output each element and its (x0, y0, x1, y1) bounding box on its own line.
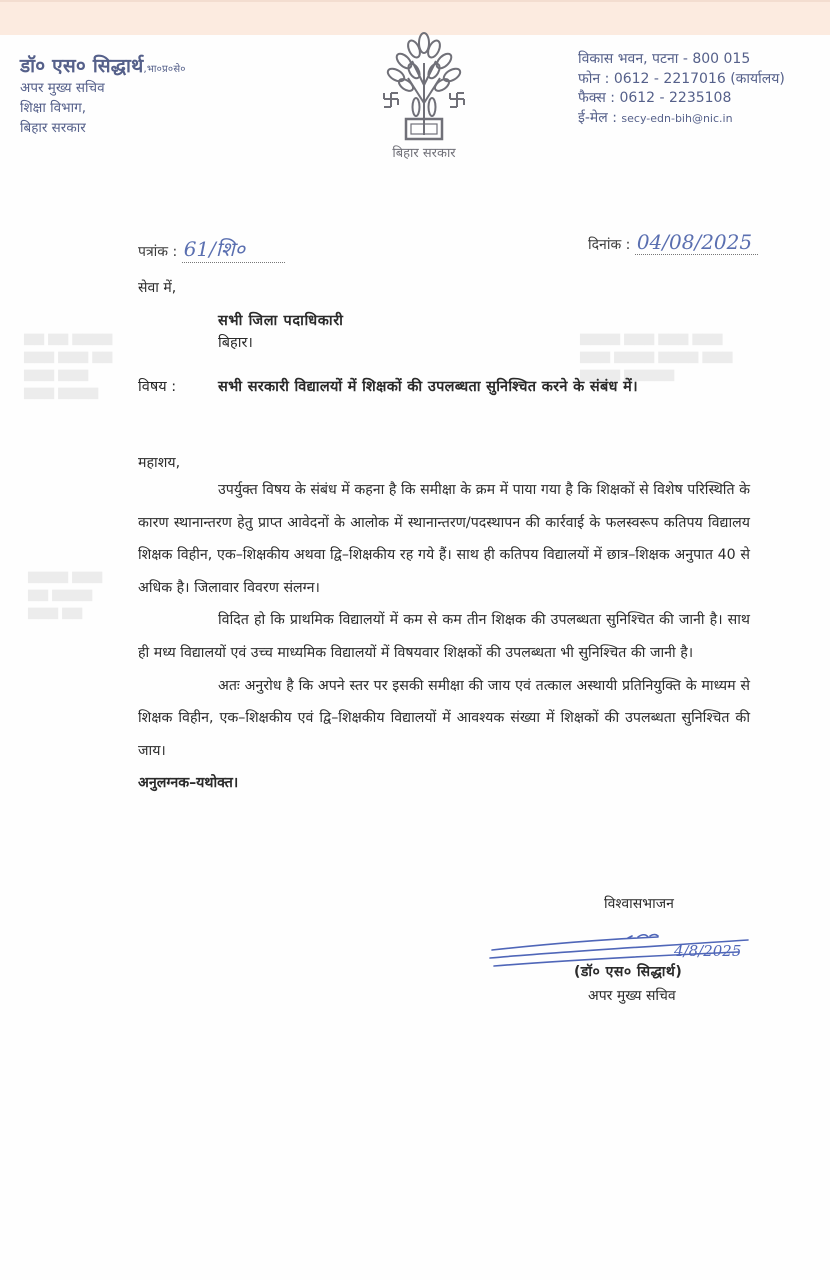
sender-department: शिक्षा विभाग, (20, 100, 87, 116)
body-paragraph-3: अतः अनुरोध है कि अपने स्तर पर इसकी समीक्षा की जाय एवं तत्काल अस्थायी प्रतिनियुक्ति के माध्यम से शिक्षक विहीन, एक–शिक्षकीय एवं द्वि–शिक्षकीय विद्यालयों में आवश्यक संख्या में शिक्षकों की उपलब्धता सुनिश्चित की जाय। (138, 677, 750, 759)
fax-line: फैक्स : 0612 - 2235108 (578, 90, 732, 106)
subject-label: विषय : (138, 379, 177, 395)
recipient-address (218, 310, 344, 354)
bihar-emblem (376, 23, 472, 161)
letterhead-sender (20, 52, 186, 138)
subject-text: सभी सरकारी विद्यालयों में शिक्षकों की उपलब्धता सुनिश्चित करने के संबंध में। (218, 379, 638, 395)
email-line: ई-मेल : secy-edn-bih@nic.in (578, 109, 733, 126)
date-label: दिनांक : (588, 237, 631, 253)
phone-line: फोन : 0612 - 2217016 (कार्यालय) (578, 70, 785, 87)
closing: विश्वासभाजन (604, 896, 674, 912)
signatory-designation: अपर मुख्य सचिव (588, 988, 676, 1004)
date-value: 04/08/2025 (636, 230, 753, 254)
sender-government: बिहार सरकार (20, 120, 86, 136)
bleed-through-ghost-right: ▆▆▆▆ ▆▆▆ ▆▆▆ ▆▆▆ ▆▆▆ ▆▆▆▆ ▆▆▆▆ ▆▆▆ ▆▆▆▆ ▆▆▆▆▆ (580, 331, 733, 382)
phone-value: 0612 - 2217016 (कार्यालय) (613, 70, 785, 87)
enclosure: अनुलग्नक–यथोक्त। (138, 775, 239, 792)
recipient-line-2: बिहार। (218, 335, 253, 351)
bleed-through-ghost-left: ▆▆ ▆▆ ▆▆▆▆ ▆▆▆ ▆▆▆ ▆▆ ▆▆▆ ▆▆▆ ▆▆▆ ▆▆▆▆ (24, 331, 113, 400)
fax-value: 0612 - 2235108 (619, 90, 732, 106)
signatory-name: (डॉ० एस० सिद्धार्थ) (574, 964, 683, 980)
bodhi-tree-emblem-icon (378, 23, 470, 143)
recipient-line-1: सभी जिला पदाधिकारी (218, 313, 344, 329)
office-address: विकास भवन, पटना - 800 015 (578, 51, 751, 67)
letterhead-contact (578, 50, 785, 128)
salutation-to: सेवा में, (138, 280, 177, 296)
bleed-through-ghost-left-2: ▆▆▆▆ ▆▆▆ ▆▆ ▆▆▆▆ ▆▆▆ ▆▆ (28, 569, 103, 620)
letter-number-value: 61/शि० (183, 237, 246, 261)
emblem-caption: बिहार सरकार (392, 146, 456, 161)
subject (138, 376, 758, 398)
letter-body (138, 452, 750, 800)
sender-qualification: ,भा०प्र०से० (143, 64, 186, 75)
greeting: महाशय, (138, 455, 181, 471)
letter-number (138, 235, 285, 263)
sender-name: डॉ० एस० सिद्धार्थ,भा०प्र०से० (20, 55, 186, 77)
email-value: secy-edn-bih@nic.in (621, 111, 733, 125)
letter-number-label: पत्रांक : (138, 244, 178, 260)
sender-designation: अपर मुख्य सचिव (20, 80, 105, 96)
body-paragraph-1: उपर्युक्त विषय के संबंध में कहना है कि समीक्षा के क्रम में पाया गया है कि शिक्षकों से विशेष परिस्थिति के कारण स्थानान्तरण हेतु प्राप्त आवेदनों के आलोक में स्थानान्तरण/पदस्थापन की कार्रवाई के फलस्वरूप कतिपय विद्यालय शिक्षक विहीन, एक–शिक्षकीय अथवा द्वि–शिक्षकीय रह गये हैं। साथ ही कतिपय विद्यालयों में छात्र–शिक्षक अनुपात 40 से अधिक है। जिलावार विवरण संलग्न। (138, 482, 750, 596)
body-paragraph-2: विदित हो कि प्राथमिक विद्यालयों में कम से कम तीन शिक्षक की उपलब्धता सुनिश्चित की जानी है। साथ ही मध्य विद्यालयों एवं उच्च माध्यमिक विद्यालयों में विषयवार शिक्षकों की उपलब्धता भी सुनिश्चित की जानी है। (138, 612, 750, 661)
letter-date (588, 230, 758, 255)
svg-text:4/8/2025: 4/8/2025 (674, 942, 742, 960)
